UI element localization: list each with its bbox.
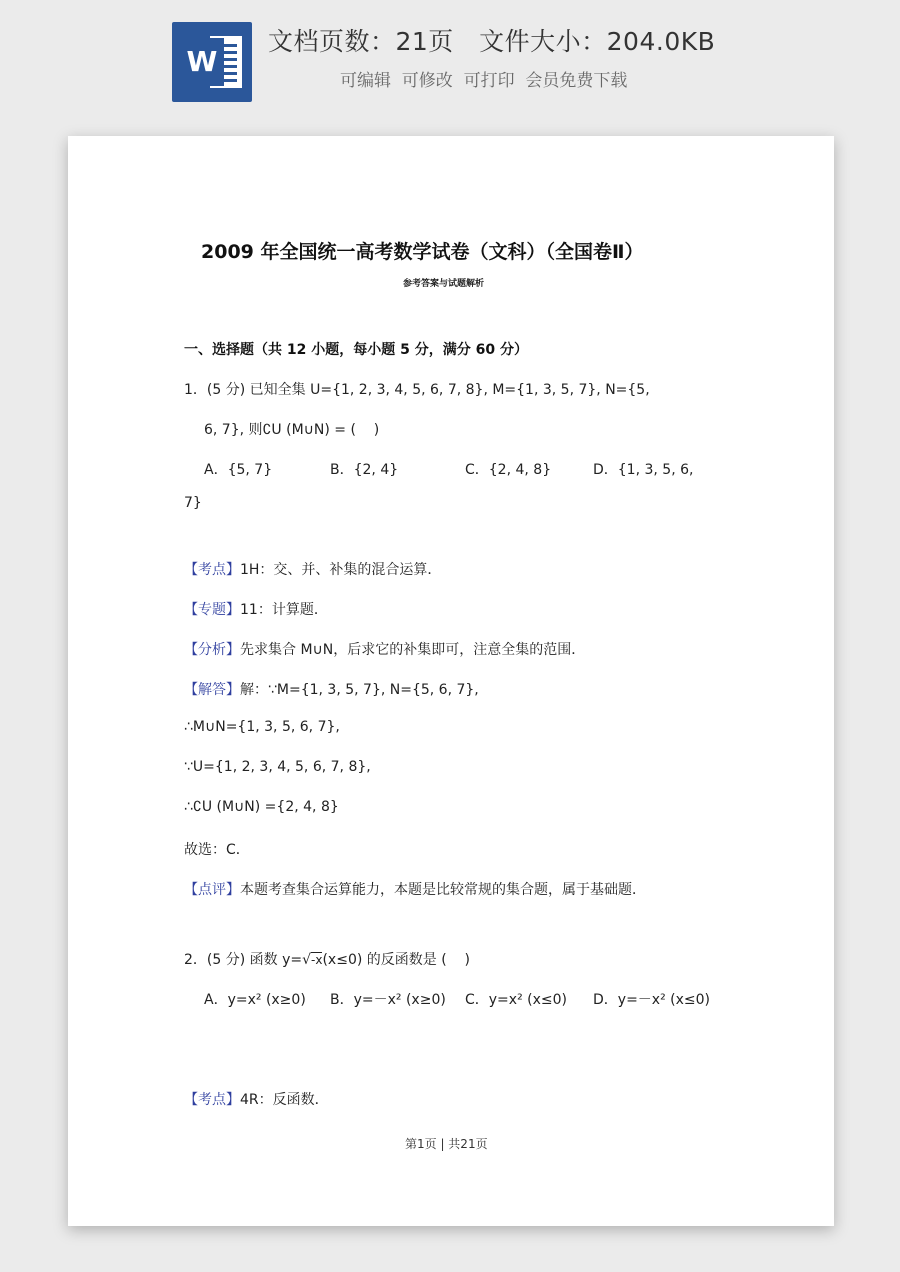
doc-features: 可编辑 可修改 可打印 会员免费下载 xyxy=(340,71,628,91)
jieda-tag: 【解答】 xyxy=(184,682,240,698)
page-footer: 第1页 | 共21页 xyxy=(405,1137,488,1151)
kaodian-tag: 【考点】 xyxy=(184,1092,240,1108)
q1-option-d-cont: 7} xyxy=(184,495,202,511)
q1-step-1: ∴M∪N={1, 3, 5, 6, 7}, xyxy=(184,719,340,735)
q1-option-d: D．{1, 3, 5, 6, xyxy=(593,462,694,478)
q1-choice: 故选：C． xyxy=(184,842,250,858)
q1-stem-line2: 6, 7}, 则∁U (M∪N) = ( ) xyxy=(204,422,380,438)
q2-option-c: C．y=x² (x≤0) xyxy=(465,992,567,1008)
doc-subtitle: 参考答案与试题解析 xyxy=(403,279,485,289)
word-letter: W xyxy=(180,38,224,86)
q1-option-b: B．{2, 4} xyxy=(330,462,399,478)
radicand: -x xyxy=(311,953,323,967)
word-doc-icon xyxy=(172,22,252,102)
q1-option-a: A．{5, 7} xyxy=(204,462,273,478)
q2-kaodian: 【考点】4R：反函数． xyxy=(184,1092,329,1108)
q1-jieda: 【解答】解：∵M={1, 3, 5, 7}, N={5, 6, 7}, xyxy=(184,682,479,698)
document-page xyxy=(68,136,834,1226)
radical-sign: √ xyxy=(302,952,312,968)
doc-meta: 文档页数：21页 文件大小：204.0KB xyxy=(268,27,716,56)
section-heading: 一、选择题（共 12 小题，每小题 5 分，满分 60 分） xyxy=(184,342,528,358)
q1-step-3: ∴∁U (M∪N) ={2, 4, 8} xyxy=(184,799,339,815)
q2-option-b: B．y=－x² (x≥0) xyxy=(330,992,446,1008)
kaodian-tag: 【考点】 xyxy=(184,562,240,578)
q1-kaodian: 【考点】1H：交、并、补集的混合运算． xyxy=(184,562,442,578)
q1-fenxi: 【分析】先求集合 M∪N，后求它的补集即可，注意全集的范围． xyxy=(184,642,586,658)
fenxi-tag: 【分析】 xyxy=(184,642,240,658)
q1-step-2: ∵U={1, 2, 3, 4, 5, 6, 7, 8}, xyxy=(184,759,371,775)
q1-option-c: C．{2, 4, 8} xyxy=(465,462,552,478)
dianping-tag: 【点评】 xyxy=(184,882,240,898)
download-banner xyxy=(0,0,900,112)
q1-zhuanti: 【专题】11：计算题． xyxy=(184,602,328,618)
q1-stem-line1: 1．(5 分) 已知全集 U={1, 2, 3, 4, 5, 6, 7, 8}, M={1, 3, 5, 7}, N={5, xyxy=(184,382,650,398)
doc-title: 2009 年全国统一高考数学试卷（文科）（全国卷Ⅱ） xyxy=(201,241,644,263)
zhuanti-tag: 【专题】 xyxy=(184,602,240,618)
q2-stem: 2．(5 分) 函数 y=√-x(x≤0) 的反函数是 ( ) xyxy=(184,952,470,968)
q2-option-a: A．y=x² (x≥0) xyxy=(204,992,306,1008)
q2-option-d: D．y=－x² (x≤0) xyxy=(593,992,710,1008)
q1-dianping: 【点评】本题考查集合运算能力，本题是比较常规的集合题，属于基础题． xyxy=(184,882,646,898)
